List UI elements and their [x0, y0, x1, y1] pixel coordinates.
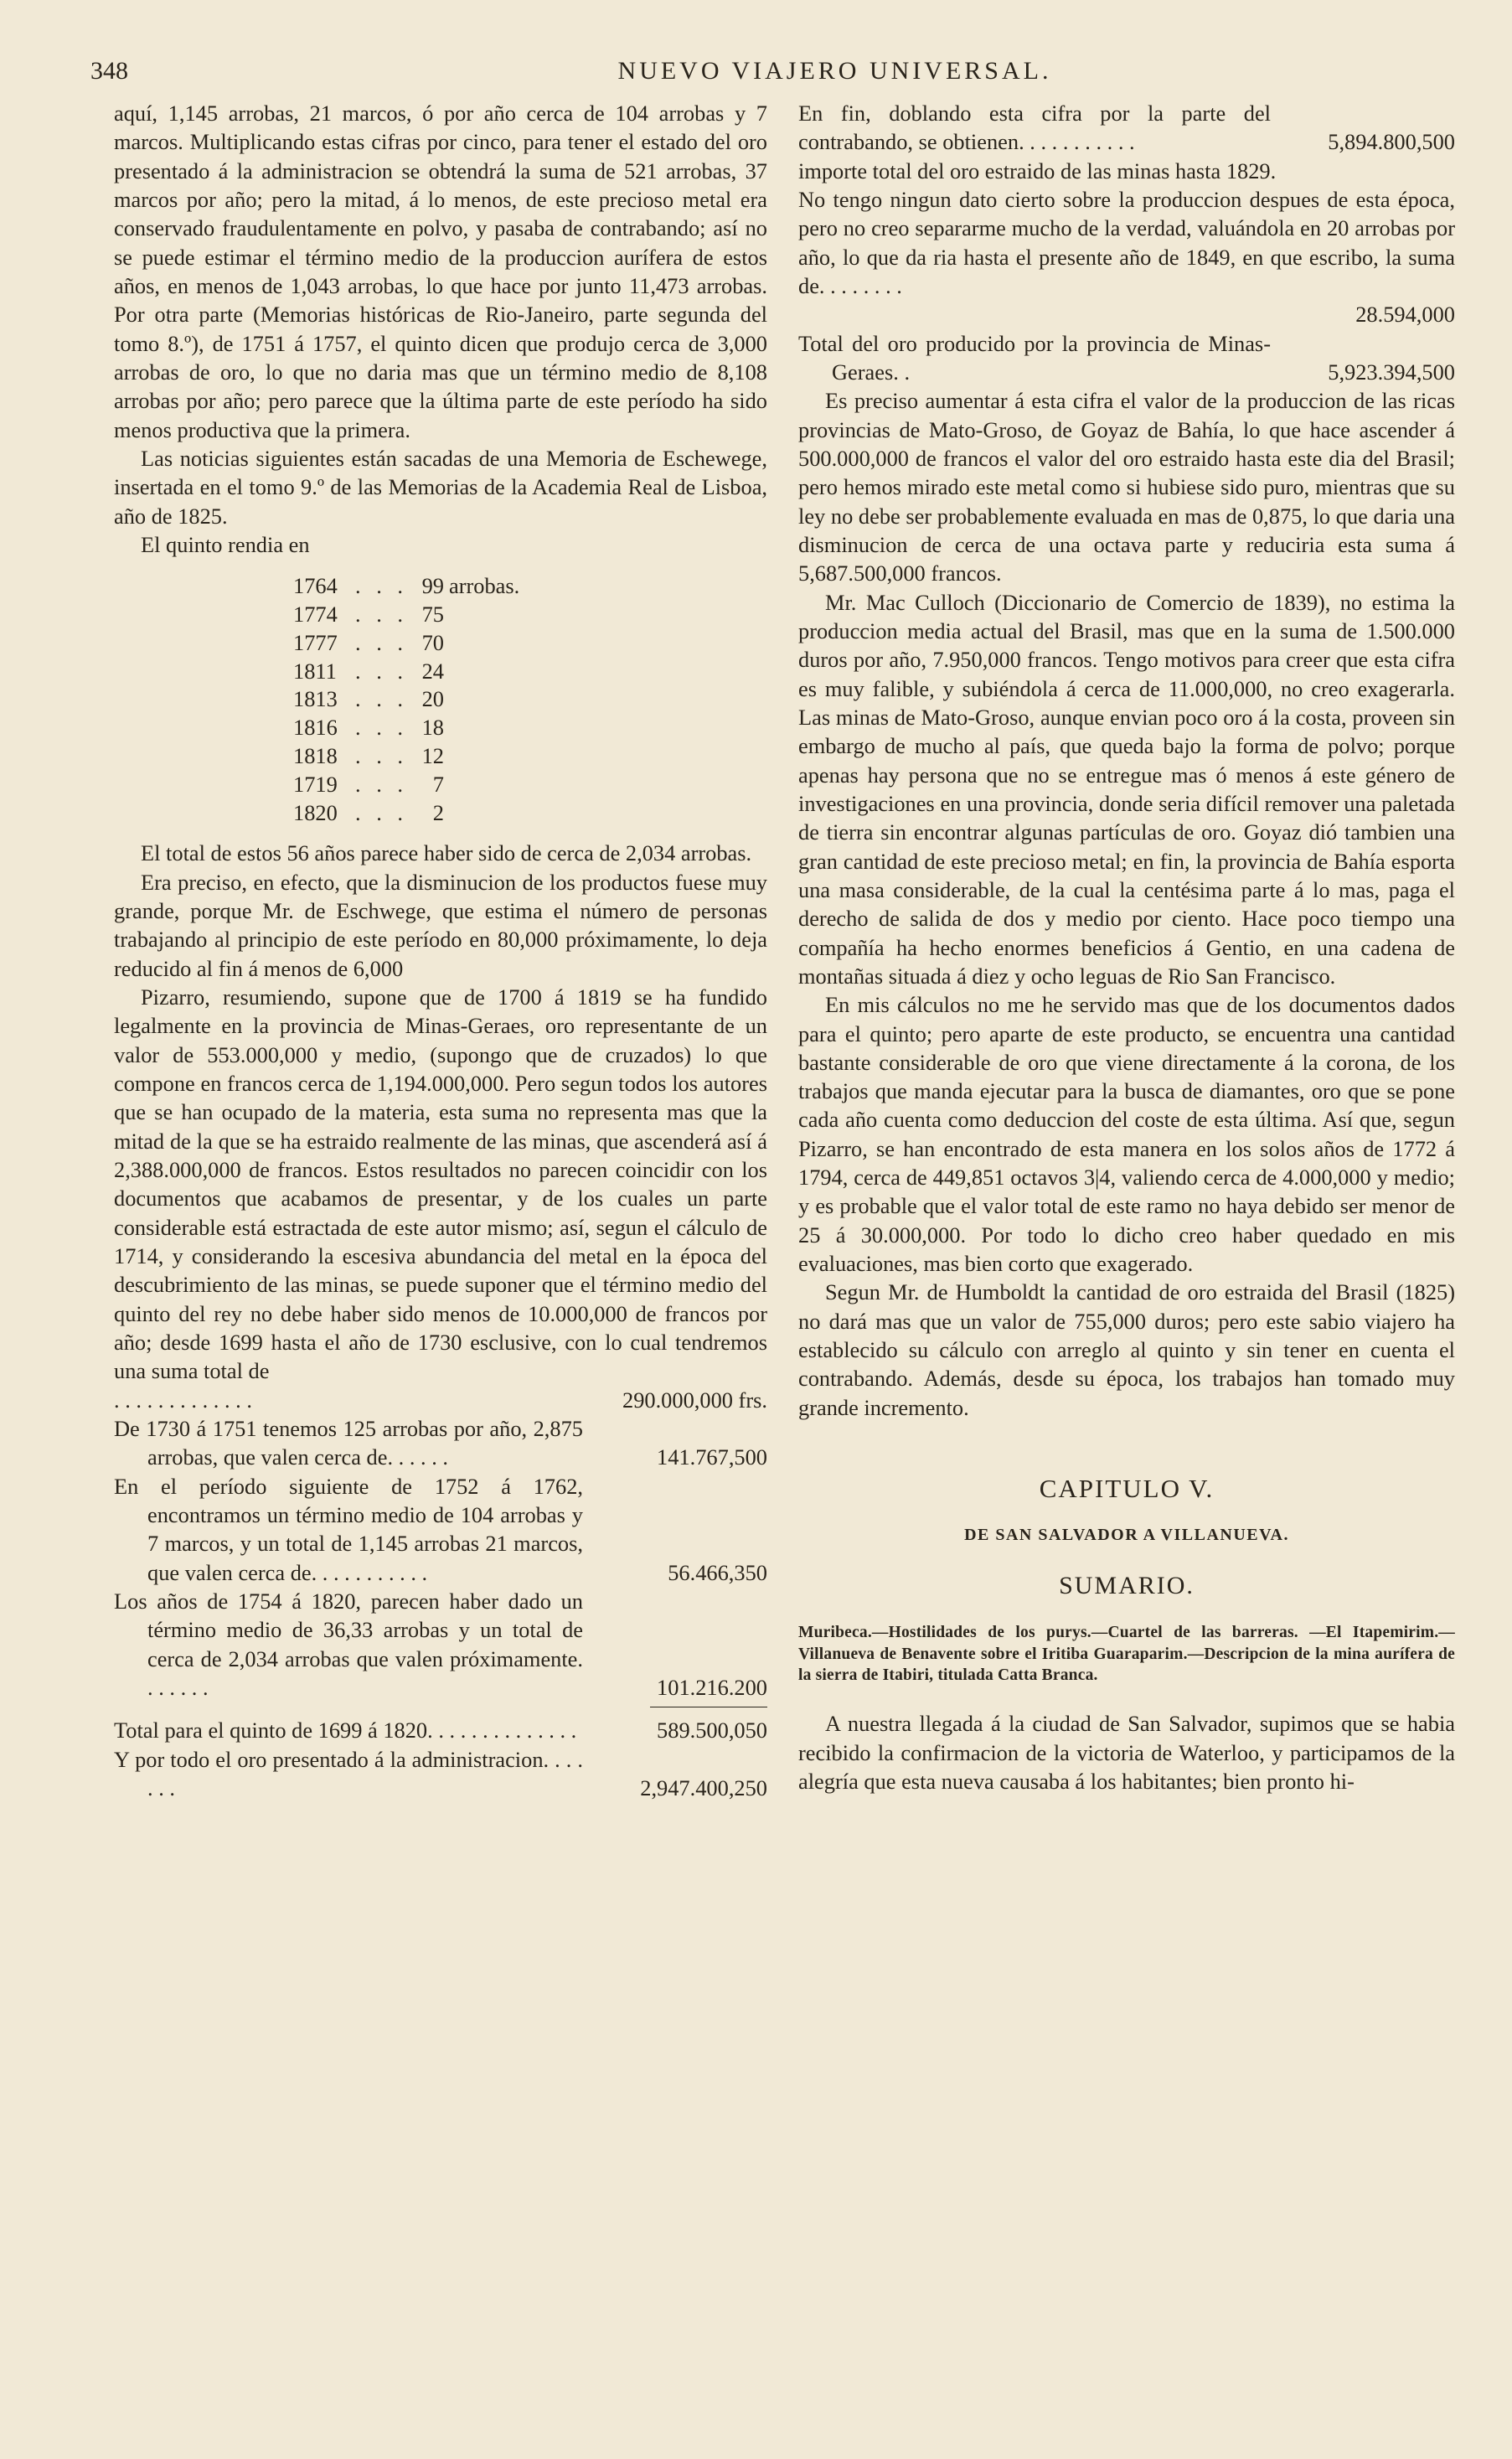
table-row: [293, 771, 767, 799]
table-row: [293, 658, 767, 686]
table-row: [293, 572, 767, 601]
table-year: 1764: [293, 573, 338, 599]
table-value: 70: [421, 629, 444, 655]
table-year: 1816: [293, 715, 338, 741]
paragraph: El quinto rendia en: [141, 531, 310, 557]
table-dots: . . .: [355, 573, 408, 599]
ledger-row: [114, 1386, 767, 1414]
summary-text: Muribeca.—Hostilidades de los purys.—Cuartel de las barreras. —El Itapemirim.— Villanueva de Benavente sobre el Iritiba Guaraparim.—Descripcion de la mina aurífera de la sierra de Itabiri, titulada Catta Branca.: [798, 1624, 1455, 1685]
paragraph: Era preciso, en efecto, que la disminucion de los productos fuese muy grande, porque Mr. de Eschwege, que estima el número de personas trabajando al principio de este período en 80,000 próximamente, lo deja reducido al fin á menos de 6,000: [114, 869, 767, 981]
ledger-row: [798, 99, 1455, 157]
ledger-row: [114, 1414, 767, 1472]
paragraph: Pizarro, resumiendo, supone que de 1700 á 1819 se ha fundido legalmente en la provincia de Minas-Geraes, oro representante de un valor de 553.000,000 y medio, (supongo que de cruzados) lo que compone en francos cerca de 1,194.000,000. Pero segun todos los autores que se han ocupado de la materia, esta suma no representa mas que la mitad de la que se ha estraido realmente de las minas, que ascenderá así á 2,388.000,000 de francos. Estos resultados no parecen coincidir con los documentos que acabamos de presentar, y de los cuales un parte considerable está estractada de este autor mismo; así, segun el cálculo de 1714, y considerando la escesiva abundancia del metal en la época del descubrimiento de las minas, se puede suponer que el término medio del quinto del rey no debe haber sido menos de 10.000,000 de francos por año; desde 1699 hasta el año de 1730 esclusive, con lo cual tendremos una suma total de: [114, 984, 767, 1384]
ledger-label: Total para el quinto de 1699 á 1820. . . . . . . . . . . . . .: [114, 1718, 577, 1744]
paragraph: aquí, 1,145 arrobas, 21 marcos, ó por año cerca de 104 arrobas y 7 marcos. Multiplicando estas cifras por cinco, para tener el estado del oro presentado á la administracion se obtendrá la suma de 521 arrobas, 37 marcos por año; pero la mitad, á lo menos, de este precioso metal era conservado fraudulentamente en polvo, y pasaba de contrabando; así no se puede estimar el término medio de la produccion aurífera de estos años, en menos de 1,043 arrobas, lo que hace por junto 11,473 arrobas. Por otra parte (Memorias históricas de Rio-Janeiro, parte segunda del tomo 8.º), de 1751 á 1757, el quinto dicen que produjo cerca de 3,000 arrobas de oro, lo que no daria mas que un término medio de 8,108 arrobas por año; pero parece que la última parte de este período ha sido menos productiva que la primera.: [114, 101, 767, 442]
ledger-label: Y por todo el oro presentado á la administracion. . . . . . .: [114, 1746, 583, 1800]
page-number: 348: [90, 57, 128, 85]
table-dots: . . .: [355, 686, 408, 712]
ledger-label: De 1730 á 1751 tenemos 125 arrobas por año, 2,875 arrobas, que valen cerca de. . . . . .: [114, 1415, 583, 1470]
ledger-label: Los años de 1754 á 1820, parecen haber dado un término medio de 36,33 arrobas y un total de cerca de 2,034 arrobas que valen próximamente. . . . . . .: [114, 1588, 583, 1700]
table-value: 75: [421, 602, 444, 628]
left-column: [114, 99, 767, 1802]
table-dots: . . .: [355, 629, 408, 655]
table-year: 1820: [293, 799, 338, 825]
ledger-amount: 2,947.400,250: [640, 1775, 767, 1800]
ledger-amount: 56.466,350: [668, 1559, 767, 1585]
ledger-label: En el período siguiente de 1752 á 1762, encontramos un término medio de 104 arrobas y 7 marcos, y un total de 1,145 arrobas 21 marcos, que valen cerca de. . . . . . . . . . .: [114, 1473, 583, 1585]
table-value: 18: [421, 715, 444, 741]
table-year: 1777: [293, 629, 338, 655]
summary-title: SUMARIO.: [1059, 1572, 1195, 1600]
table-row: [293, 799, 767, 828]
ledger-dots: . . . . . . . . . . . . .: [114, 1387, 252, 1413]
table-dots: . . .: [355, 743, 408, 769]
ledger-amount: 5,894.800,500: [1328, 129, 1455, 155]
paragraph: En mis cálculos no me he servido mas que de los documentos dados para el quinto; pero aparte de este producto, se encuentra una cantidad bastante considerable de oro que viene directamente á la corona, de los trabajos que manda ejecutar para la busca de diamantes, oro que se pone cada año cuenta como deduccion del coste de esta última. Así que, segun Pizarro, se han encontrado de esta manera en los solos años de 1772 á 1794, cerca de 449,851 octavos 3|4, valiendo cerca de 4.000,000 y medio; y es probable que el valor total de este ramo no haya debido ser menor de 25 á 30.000,000. Por todo lo dicho creo haber quedado en mis evaluaciones, mas bien corto que exagerado.: [798, 992, 1455, 1277]
ledger-label: En fin, doblando esta cifra por la parte del contrabando, se obtienen. . . . . . . . . . .: [798, 101, 1271, 155]
ledger-label: Total del oro producido por la provincia de Minas-Geraes. .: [798, 330, 1271, 385]
table-value: 24: [421, 658, 444, 684]
table-row: [293, 714, 767, 742]
table-value: 7: [432, 771, 444, 797]
ledger-amount: 141.767,500: [657, 1444, 767, 1470]
table-dots: . . .: [355, 799, 408, 825]
chapter-title: CAPITULO V.: [1039, 1474, 1215, 1504]
ledger-amount: 28.594,000: [1355, 302, 1455, 328]
ledger-row: [114, 1587, 767, 1702]
table-dots: . . .: [355, 771, 408, 797]
table-dots: . . .: [355, 602, 408, 628]
ledger-amount: 5,923.394,500: [1328, 359, 1455, 385]
running-title: NUEVO VIAJERO UNIVERSAL.: [617, 57, 1052, 85]
ledger-row: [798, 329, 1455, 387]
quinto-table: [293, 572, 767, 827]
table-year: 1818: [293, 743, 338, 769]
paragraph: El total de estos 56 años parece haber sido de cerca de 2,034 arrobas.: [141, 840, 752, 866]
ledger-row: [114, 1745, 767, 1803]
table-dots: . . .: [355, 715, 408, 741]
ledger-row: [114, 1472, 767, 1587]
ledger-row: [798, 300, 1455, 328]
table-value: 20: [421, 686, 444, 712]
paragraph: importe total del oro estraido de las minas hasta 1829.: [798, 158, 1277, 183]
table-year: 1774: [293, 602, 338, 628]
paragraph: Las noticias siguientes están sacadas de una Memoria de Eschewege, insertada en el tomo 9.º de las Memorias de la Academia Real de Lisboa, año de 1825.: [114, 445, 767, 529]
right-column: [798, 99, 1455, 1795]
ledger: [114, 1386, 767, 1803]
paragraph: A nuestra llegada á la ciudad de San Salvador, supimos que se habia recibido la confirmacion de la victoria de Waterloo, y participamos de la alegría que esta nueva causaba á los habitantes; bien pronto hi-: [798, 1711, 1455, 1795]
paragraph: No tengo ningun dato cierto sobre la produccion despues de esta época, pero no creo separarme mucho de la verdad, valuándola en 20 arrobas por año, lo que da ria hasta el presente año de 1849, en que escribo, la suma de. . . . . . . .: [798, 186, 1455, 298]
table-value: 2: [432, 799, 444, 825]
table-row: [293, 601, 767, 629]
table-year: 1813: [293, 686, 338, 712]
table-value: 99: [421, 573, 444, 599]
table-value: 12: [421, 743, 444, 769]
ledger-amount: 589.500,050: [657, 1718, 767, 1744]
table-row: [293, 742, 767, 771]
ledger-row: [114, 1716, 767, 1744]
table-row: [293, 685, 767, 714]
table-dots: . . .: [355, 658, 408, 684]
ledger-amount: 290.000,000 frs.: [622, 1387, 767, 1413]
ledger-amount: 101.216.200: [657, 1674, 767, 1700]
running-head: [90, 54, 1453, 90]
paragraph: Es preciso aumentar á esta cifra el valor de la produccion de las ricas provincias de Mato-Groso, de Goyaz de Bahía, lo que hace ascender á 500.000,000 de francos el valor del oro estraido hasta este dia del Brasil; pero hemos mirado este metal como si hubiese sido puro, mientras que su ley no debe ser probablemente evaluada en mas de 0,875, lo que daria una disminucion de cerca de una octava parte y reduciria esta suma á 5,687.500,000 francos.: [798, 388, 1455, 586]
paragraph: Segun Mr. de Humboldt la cantidad de oro estraida del Brasil (1825) no dará mas que un valor de 755,000 duros; pero este sabio viajero ha establecido su cálculo con arreglo al quinto y sin tener en cuenta el contrabando. Además, desde su época, los trabajos han tomado muy grande incremento.: [798, 1279, 1455, 1420]
table-row: [293, 629, 767, 658]
table-year: 1719: [293, 771, 338, 797]
paragraph: Mr. Mac Culloch (Diccionario de Comercio de 1839), no estima la produccion media actual del Brasil, mas que en la suma de 1.500.000 duros por año, 7.950,000 francos. Tengo motivos para creer que esta cifra es muy falible, y subiéndola á cerca de 11.000,000, no creo exagerarla. Las minas de Mato-Groso, aunque envian poco oro á la costa, proveen sin embargo de mucho al país, que queda bajo la forma de polvo; porque apenas hay persona que no se entregue mas ó menos á este género de investigaciones en una provincia, donde seria difícil remover una paletada de tierra sin encontrar algunas partículas de oro. Goyaz dió tambien una gran cantidad de este precioso metal; en fin, la provincia de Bahía esporta una masa considerable, de la cual la centésima parte á lo mas, paga el derecho de salida de dos y medio por ciento. Hace poco tiempo una compañía ha hecho enormes beneficios á Gentio, en una cadena de montañas situada á diez y ocho leguas de Rio San Francisco.: [798, 589, 1455, 989]
chapter-subtitle: DE SAN SALVADOR A VILLANUEVA.: [964, 1526, 1289, 1545]
table-year: 1811: [293, 658, 337, 684]
table-unit: arrobas.: [449, 573, 520, 599]
